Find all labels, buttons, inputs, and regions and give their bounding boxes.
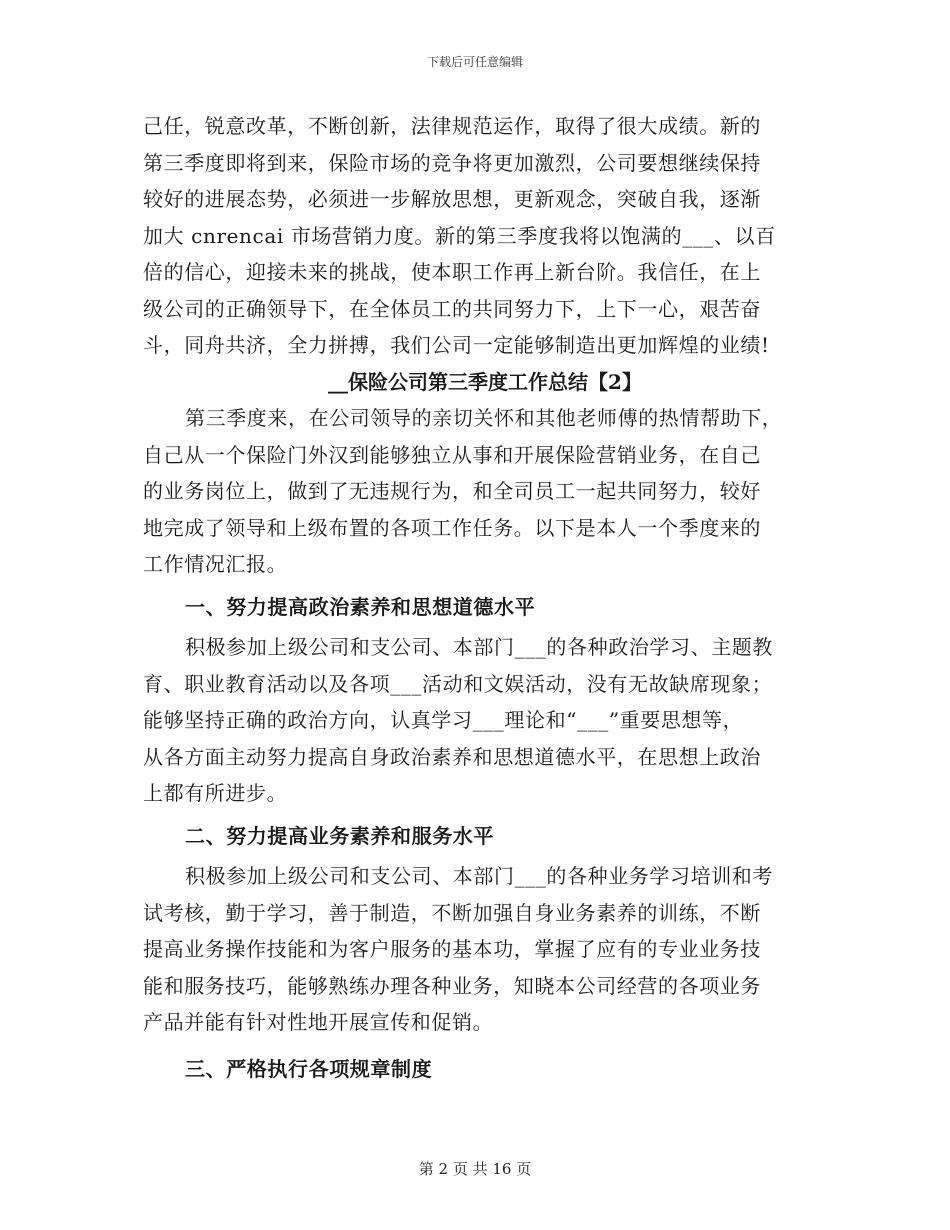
- text-line: 上都有所进步。: [143, 781, 288, 805]
- text-line: 地完成了领导和上级布置的各项工作任务。以下是本人一个季度来的: [143, 515, 761, 540]
- text-line: 产品并能有针对性地开展宣传和促销。: [143, 1010, 494, 1034]
- text-line: 第三季度来，在公司领导的亲切关怀和其他老师傅的热情帮助下，: [185, 406, 783, 430]
- paragraph-intro: [143, 400, 807, 583]
- text-line: 积极参加上级公司和支公司、本部门___的各种政治学习、主题教: [185, 635, 773, 659]
- text-line: 从各方面主动努力提高自身政治素养和思想道德水平，在思想上政治: [143, 744, 761, 769]
- text-line: 自己从一个保险门外汉到能够独立从事和开展保险营销业务，在自己: [143, 442, 761, 467]
- paragraph-section-2: [143, 858, 807, 1041]
- paragraph-continuation: [143, 108, 807, 364]
- text-line: 加大 cnrencai 市场营销力度。新的第三季度我将以饱满的___、以百: [143, 223, 776, 248]
- text-line: 能够坚持正确的政治方向，认真学习___理论和“___”重要思想等，: [143, 708, 744, 732]
- text-line: 较好的进展态势，必须进一步解放思想，更新观念，突破自我，逐渐: [143, 187, 761, 211]
- text-line: 级公司的正确领导下，在全体员工的共同努力下，上下一心，艰苦奋: [143, 296, 761, 321]
- text-line: 己任，锐意改革，不断创新，法律规范运作，取得了很大成绩。新的: [143, 114, 761, 138]
- page-header: 下载后可任意编辑: [426, 55, 523, 69]
- text-line: 的业务岗位上，做到了无违规行为，和全司员工一起共同努力，较好: [143, 479, 761, 503]
- text-line: 积极参加上级公司和支公司、本部门___的各种业务学习培训和考: [185, 864, 773, 888]
- text-line: 试考核，勤于学习，善于制造，不断加强自身业务素养的训练，不断: [143, 900, 761, 925]
- section-heading-1: 一、努力提高政治素养和思想道德水平: [185, 594, 536, 619]
- document-body: [143, 108, 807, 1091]
- document-title: __保险公司第三季度工作总结【2】: [328, 369, 642, 394]
- text-line: 提高业务操作技能和为客户服务的基本功，掌握了应有的专业业务技: [143, 937, 761, 961]
- text-line: 工作情况汇报。: [143, 552, 288, 576]
- page-footer: 第 2 页 共 16 页: [418, 1160, 532, 1178]
- text-line: 育、职业教育活动以及各项___活动和文娱活动，没有无故缺席现象；: [143, 671, 773, 696]
- paragraph-section-1: [143, 629, 807, 812]
- text-line: 能和服务技巧，能够熟练办理各种业务，知晓本公司经营的各项业务: [143, 973, 761, 998]
- text-line: 倍的信心，迎接未来的挑战，使本职工作再上新台阶。我信任，在上: [143, 260, 761, 284]
- section-heading-2: 二、努力提高业务素养和服务水平: [185, 823, 494, 848]
- section-heading-3: 三、严格执行各项规章制度: [185, 1056, 433, 1081]
- text-line: 斗，同舟共济，全力拼搏，我们公司一定能够制造出更加辉煌的业绩!: [143, 333, 770, 357]
- text-line: 第三季度即将到来，保险市场的竞争将更加激烈，公司要想继续保持: [143, 150, 761, 175]
